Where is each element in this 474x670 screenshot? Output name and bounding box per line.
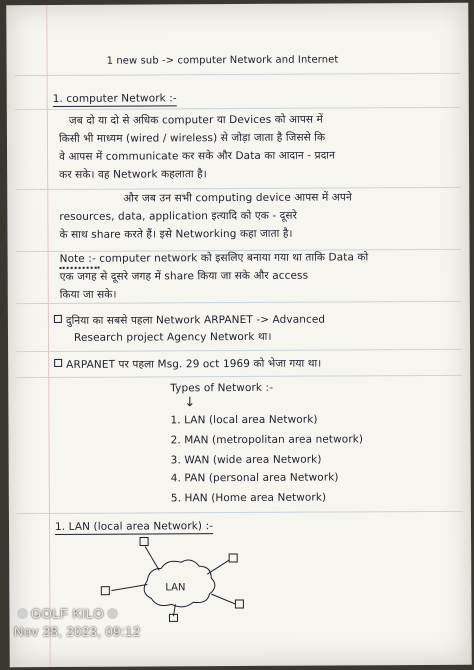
computer-icon [235,600,243,608]
fact-line: ARPANET पर पहला Msg. 29 oct 1969 को भेजा गया था। [54,358,321,372]
margin-line [46,5,50,667]
page-header: 1 new sub -> computer Network and Internet [106,54,339,67]
ruled-line [16,375,462,378]
computer-icon [101,587,109,595]
paragraph-line: और जब उन सभी computing device आपस में अपने [123,191,352,205]
computer-icon [229,554,237,562]
paragraph-line: वे आपस में communicate कर सके और Data का आदान - प्रदान [59,149,336,163]
computer-icon [140,537,148,545]
ruled-line [15,73,461,76]
paragraph-line: कर सके। वह Network कहलाता है। [59,168,207,181]
connection-line [207,560,229,574]
note-line: किया जा सके। [59,288,117,301]
checkbox-bullet [54,315,62,323]
checkbox-bullet [54,359,62,367]
connection-line [211,594,235,604]
paragraph-line: resources, data, application इत्यादि को एक - दूसरे [59,209,298,223]
ruled-line [15,107,461,110]
type-item: 2. MAN (metropolitan area network) [170,433,364,447]
type-item: 3. WAN (wide area Network) [170,453,322,467]
type-item: 1. LAN (local area Network) [170,413,318,427]
fact-line: दुनिया का सबसे पहला Network ARPANET -> Advanced [54,314,325,328]
camera-logo-icon [107,608,118,619]
section-title: 1. computer Network :- [52,92,177,105]
type-item: 5. HAN (Home area Network) [170,491,327,505]
note-line: Note :- computer network को इसलिए बनाया गया था ताकि Data को [59,251,369,265]
types-title: Types of Network :- [170,381,274,395]
down-arrow-icon: ↓ [184,395,196,411]
paragraph-line: किसी भी माध्यम (wired / wireless) से जोड़ा जाता है जिससे कि [58,131,326,145]
paragraph-line: के साथ share करते हैं। इसे Networking कहा जाता है। [59,227,293,241]
camera-logo-icon [17,608,28,619]
connection-line [111,584,147,590]
note-line: एक जगह से दूसरे जगह में share किया जा सके और access [59,269,309,283]
cloud-label: LAN [165,582,186,594]
camera-watermark-date: Nov 28, 2023, 09:12 [14,624,141,639]
ruled-line [15,187,461,190]
lan-title: 1. LAN (local area Network) :- [54,520,214,533]
fact-line: Research project Agency Network था। [73,330,272,344]
type-item: 4. PAN (personal area Network) [170,471,339,485]
connection-line [145,546,159,570]
camera-watermark-title: GOLF KILO [14,606,121,621]
note-underline [60,263,100,269]
ruled-line [17,511,463,514]
ruled-line [16,349,462,352]
notebook-page [6,3,471,667]
paragraph-line: जब दो या दो से अधिक computer या Devices को आपस में [68,113,323,127]
